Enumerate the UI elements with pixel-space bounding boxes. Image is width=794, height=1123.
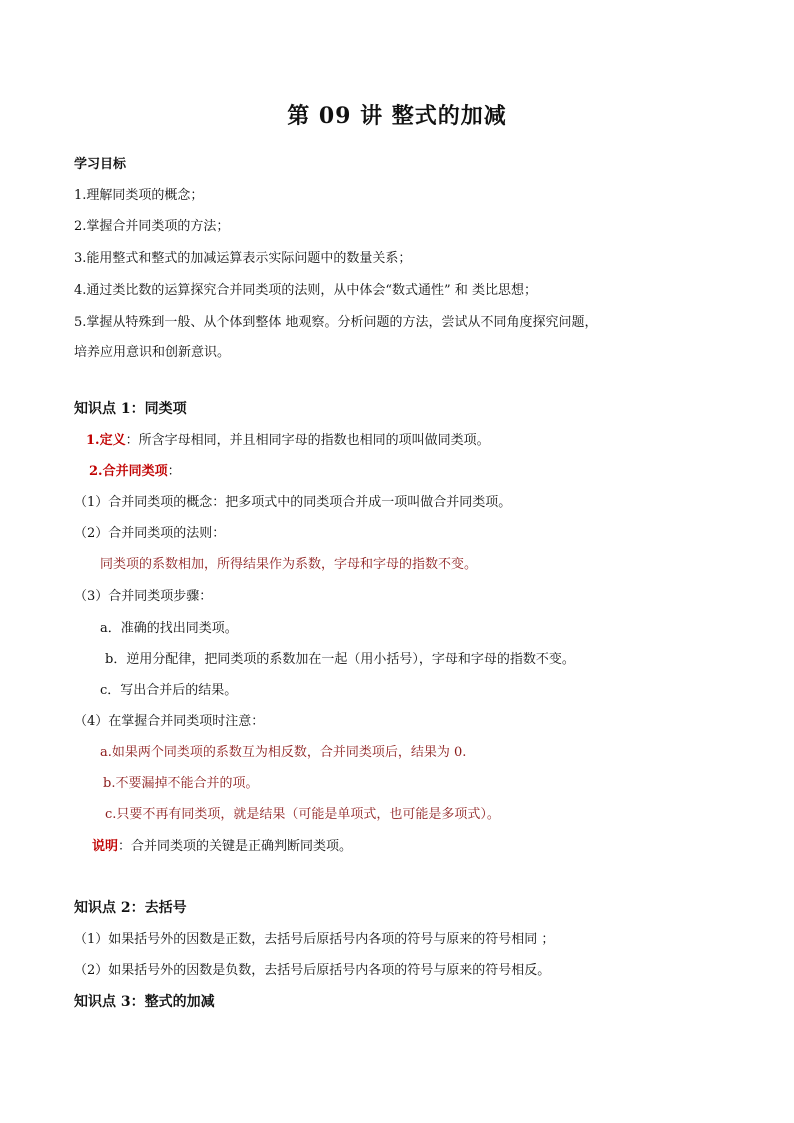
kp1-step: c．写出合并后的结果。 xyxy=(100,683,238,698)
kp1-remark xyxy=(92,838,352,856)
kp1-rule: 同类项的系数相加，所得结果作为系数，字母和字母的指数不变。 xyxy=(100,557,478,572)
objective-item: 3.能用整式和整式的加减运算表示实际问题中的数量关系； xyxy=(74,251,412,266)
merge-colon: ： xyxy=(167,464,181,479)
kp1-p3: （3）合并同类项步骤： xyxy=(74,589,213,604)
remark-text: ：合并同类项的关键是正确判断同类项。 xyxy=(118,839,353,854)
objective-item: 1.理解同类项的概念； xyxy=(74,188,204,203)
objective-item: 5.掌握从特殊到一般、从个体到整体 地观察。分析问题的方法，尝试从不同角度探究问题， xyxy=(74,315,598,330)
kp3-heading: 知识点 3：整式的加减 xyxy=(74,994,215,1010)
kp1-note: b.不要漏掉不能合并的项。 xyxy=(103,776,259,791)
kp1-p4: （4）在掌握合并同类项时注意： xyxy=(74,714,265,729)
kp1-definition xyxy=(86,432,490,450)
objective-item: 培养应用意识和创新意识。 xyxy=(74,345,231,360)
definition-label: 1.定义 xyxy=(86,433,126,448)
kp1-merge xyxy=(89,463,181,481)
kp1-note: a.如果两个同类项的系数互为相反数，合并同类项后，结果为 0. xyxy=(100,745,467,760)
kp1-step: a．准确的找出同类项。 xyxy=(100,621,238,636)
kp1-p1: （1）合并同类项的概念：把多项式中的同类项合并成一项叫做合并同类项。 xyxy=(74,495,512,510)
objective-item: 4.通过类比数的运算探究合并同类项的法则，从中体会“数式通性” 和 类比思想； xyxy=(74,283,537,298)
merge-label: 2.合并同类项 xyxy=(89,464,168,479)
kp1-step: b．逆用分配律，把同类项的系数加在一起（用小括号），字母和字母的指数不变。 xyxy=(105,652,575,667)
kp1-p2: （2）合并同类项的法则： xyxy=(74,526,226,541)
page-title: 第 09 讲 整式的加减 xyxy=(287,103,507,129)
definition-text: ：所含字母相同，并且相同字母的指数也相同的项叫做同类项。 xyxy=(125,433,490,448)
kp2-item: （1）如果括号外的因数是正数，去括号后原括号内各项的符号与原来的符号相同 ； xyxy=(74,932,555,947)
objective-item: 2.掌握合并同类项的方法； xyxy=(74,219,230,234)
remark-label: 说明 xyxy=(92,839,119,854)
kp2-heading: 知识点 2：去括号 xyxy=(74,900,187,916)
objectives-heading: 学习目标 xyxy=(74,157,127,172)
kp2-item: （2）如果括号外的因数是负数，去括号后原括号内各项的符号与原来的符号相反。 xyxy=(74,963,551,978)
kp1-note: c.只要不再有同类项，就是结果（可能是单项式，也可能是多项式）。 xyxy=(105,807,500,822)
kp1-heading: 知识点 1：同类项 xyxy=(74,401,187,417)
